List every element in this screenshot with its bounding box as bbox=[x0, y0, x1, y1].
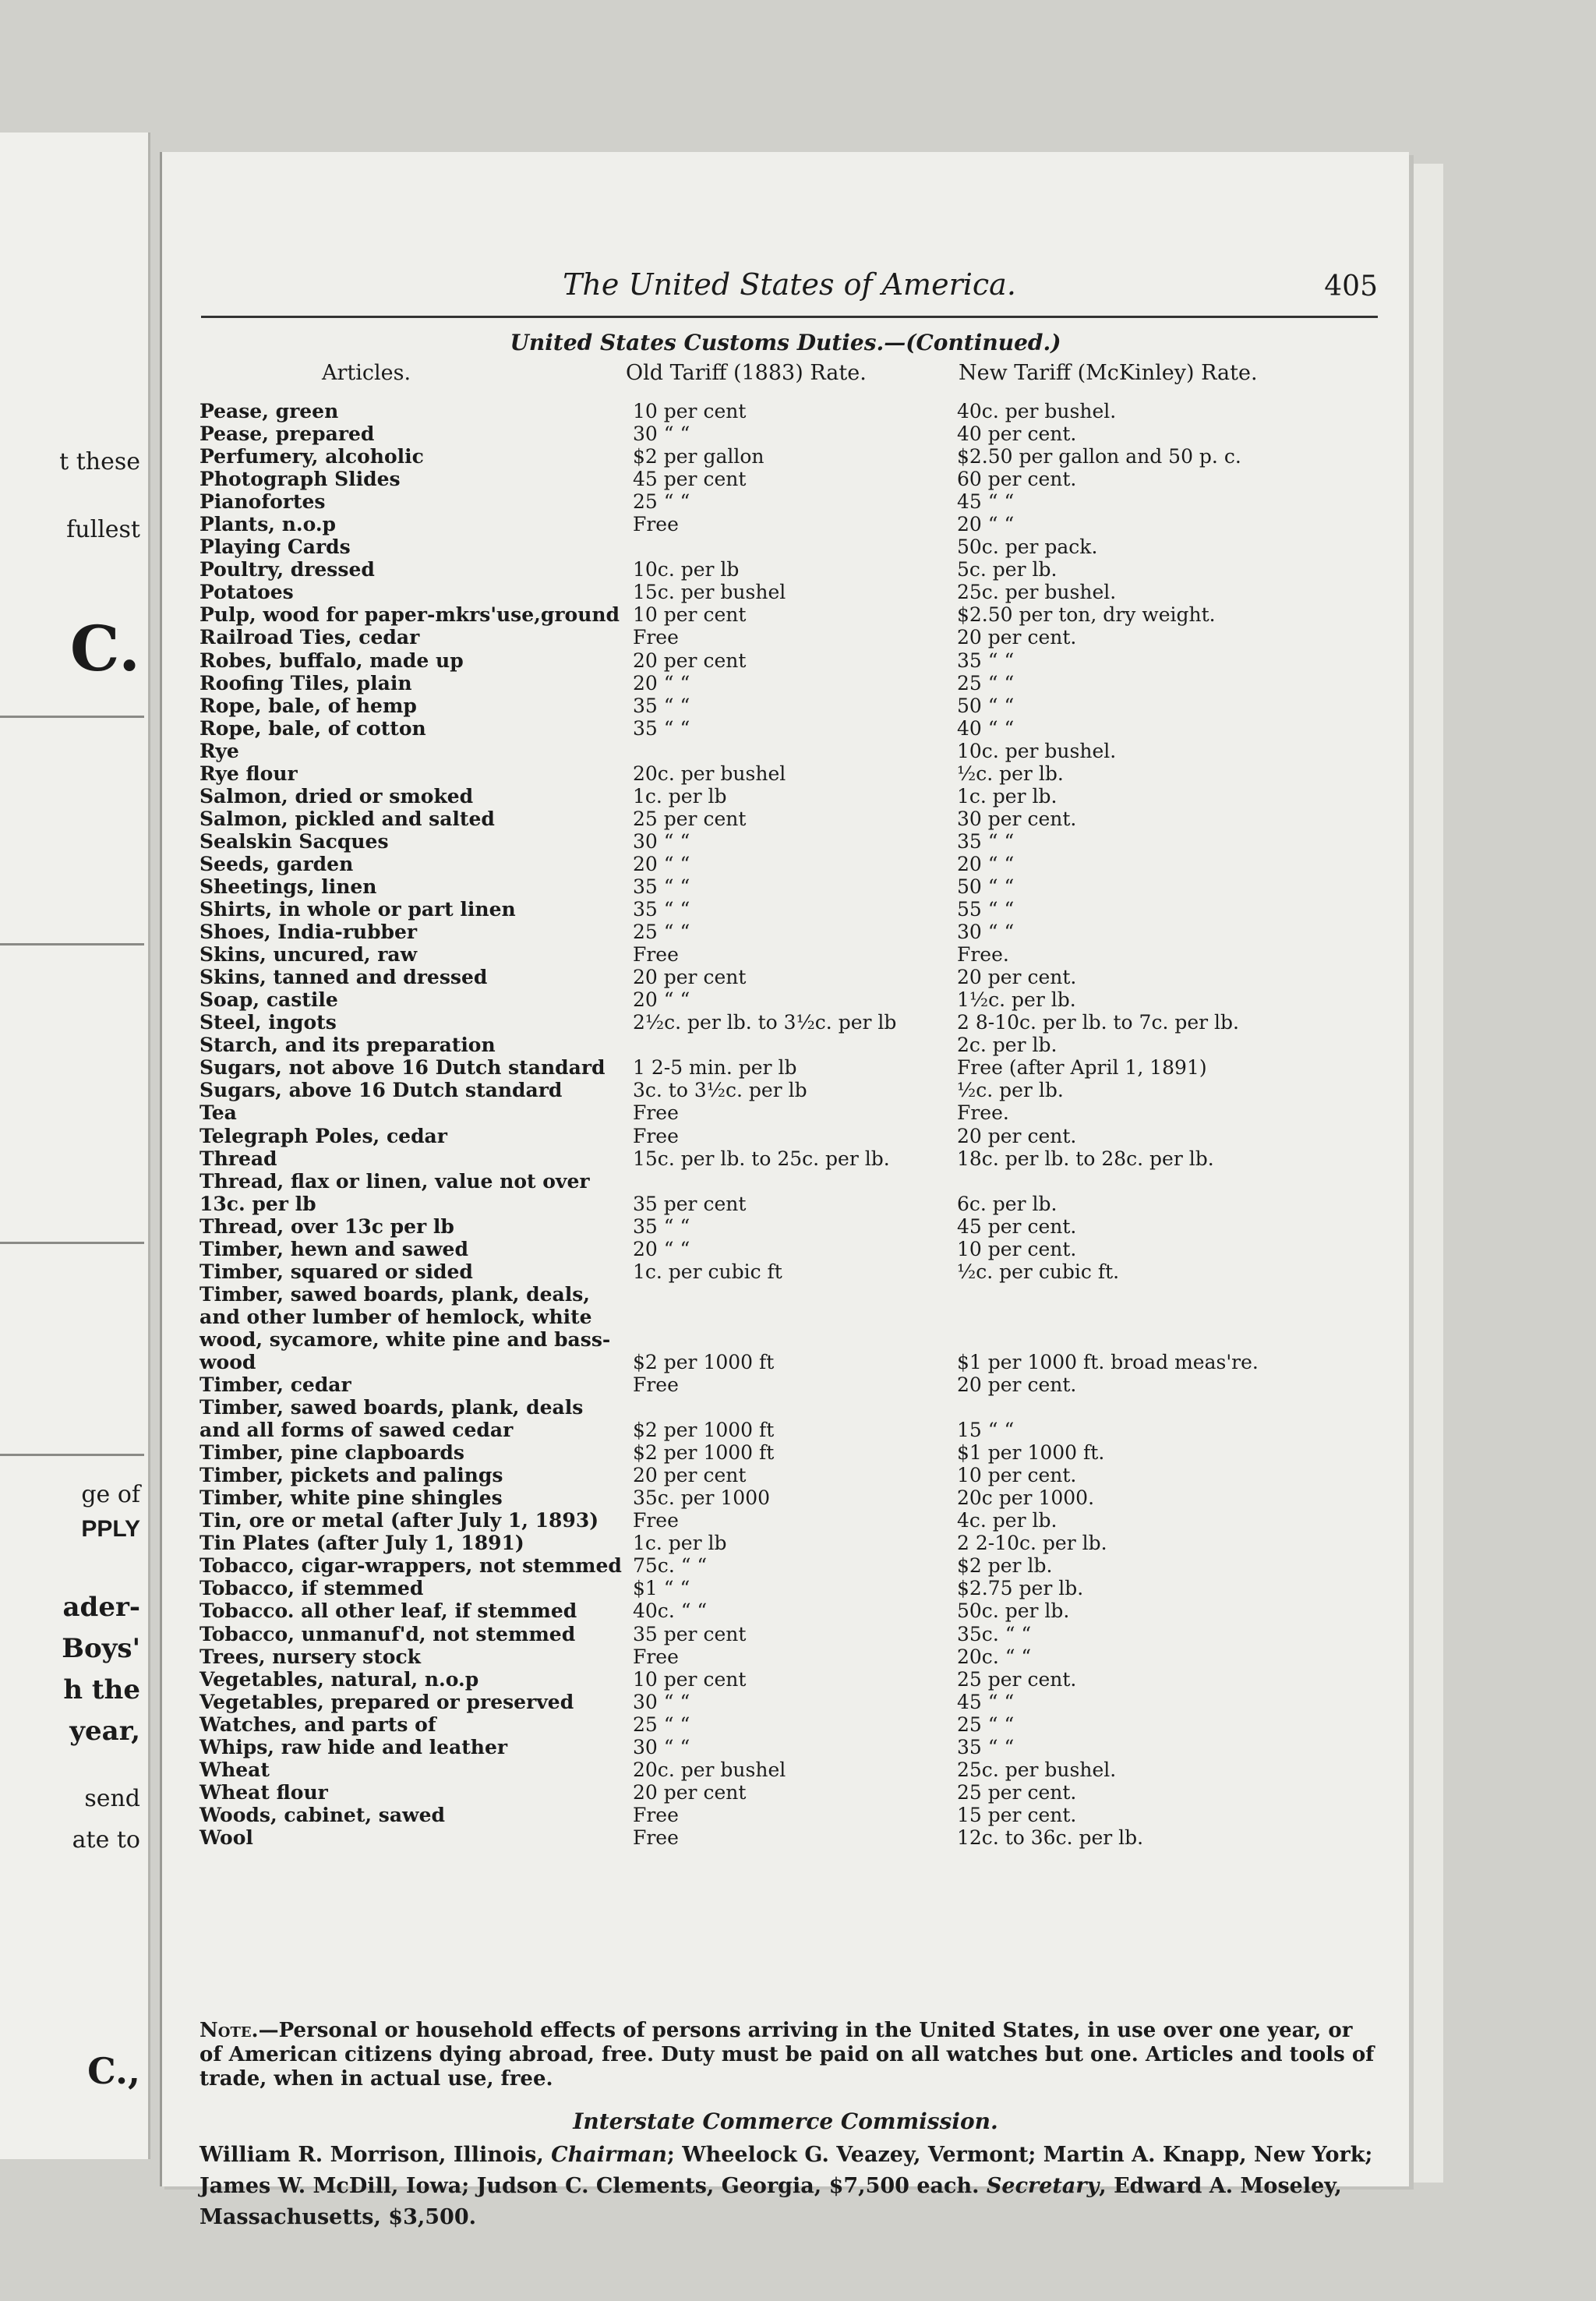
new-rate-cell: 50c. per lb. bbox=[957, 1599, 1070, 1623]
article-cell: wood, sycamore, white pine and bass- bbox=[200, 1327, 611, 1351]
old-rate-cell: 3c. to 3½c. per lb bbox=[633, 1079, 807, 1102]
article-cell: wood bbox=[200, 1350, 256, 1373]
table-row bbox=[200, 853, 1384, 875]
table-row bbox=[200, 1283, 1384, 1306]
old-rate-cell: Free bbox=[633, 1373, 679, 1397]
old-rate-cell: 15c. per bushel bbox=[633, 581, 786, 604]
article-cell: Playing Cards bbox=[200, 535, 351, 559]
old-rate-cell: 30 “ “ bbox=[633, 422, 690, 446]
new-rate-cell: ½c. per cubic ft. bbox=[957, 1260, 1120, 1283]
table-row bbox=[200, 1215, 1384, 1238]
table-row bbox=[200, 988, 1384, 1011]
new-rate-cell: 25 “ “ bbox=[957, 1712, 1015, 1736]
table-row bbox=[200, 1645, 1384, 1668]
table-row bbox=[200, 1826, 1384, 1849]
left-page-fragment: ader- bbox=[62, 1592, 140, 1623]
article-cell: Pulp, wood for paper-mkrs'use,ground bbox=[200, 603, 620, 627]
table-row bbox=[200, 672, 1384, 695]
table-row bbox=[200, 921, 1384, 943]
members-text: ; Wheelock G. Veazey, Vermont; Martin A. Knapp, New York; James W. McDill, Iowa; Judson C. Clements, Georgia, $7,500 each. bbox=[200, 2143, 1373, 2198]
table-row bbox=[200, 1713, 1384, 1736]
article-cell: Watches, and parts of bbox=[200, 1712, 436, 1736]
left-page-fragment: year, bbox=[69, 1716, 140, 1747]
old-rate-cell: 10c. per lb bbox=[633, 558, 740, 581]
article-cell: Rope, bale, of hemp bbox=[200, 694, 417, 717]
new-rate-cell: ½c. per lb. bbox=[957, 1079, 1064, 1102]
article-cell: Tin Plates (after July 1, 1891) bbox=[200, 1532, 524, 1555]
table-row bbox=[200, 1419, 1384, 1441]
article-cell: Thread, flax or linen, value not over bbox=[200, 1169, 590, 1193]
table-row bbox=[200, 1170, 1384, 1193]
table-row bbox=[200, 943, 1384, 966]
old-rate-cell: 40c. “ “ bbox=[633, 1599, 708, 1623]
commission-members bbox=[200, 2140, 1376, 2233]
new-rate-cell: 20 per cent. bbox=[957, 1373, 1077, 1397]
article-cell: Shoes, India-rubber bbox=[200, 921, 418, 944]
table-row bbox=[200, 1034, 1384, 1056]
article-cell: Seeds, garden bbox=[200, 852, 354, 875]
table-row bbox=[200, 445, 1384, 468]
note-label: Note. bbox=[200, 2019, 259, 2042]
article-cell: Timber, white pine shingles bbox=[200, 1486, 503, 1510]
table-row bbox=[200, 1351, 1384, 1373]
article-cell: and all forms of sawed cedar bbox=[200, 1419, 514, 1442]
new-rate-cell: $1 per 1000 ft. bbox=[957, 1441, 1105, 1465]
new-rate-cell: 25 per cent. bbox=[957, 1667, 1077, 1691]
article-cell: Steel, ingots bbox=[200, 1011, 337, 1034]
article-cell: Sheetings, linen bbox=[200, 875, 377, 898]
table-row bbox=[200, 1736, 1384, 1758]
running-head: The United States of America. bbox=[563, 267, 1016, 302]
old-rate-cell: 20c. per bushel bbox=[633, 1758, 786, 1781]
new-rate-cell: 18c. per lb. to 28c. per lb. bbox=[957, 1147, 1214, 1170]
left-page-fragment: fullest bbox=[66, 516, 140, 543]
old-rate-cell: Free bbox=[633, 513, 679, 536]
article-cell: Poultry, dressed bbox=[200, 558, 375, 581]
article-cell: Timber, squared or sided bbox=[200, 1260, 473, 1283]
table-row bbox=[200, 1101, 1384, 1124]
old-rate-cell: Free bbox=[633, 943, 679, 967]
left-page-fragment: C., bbox=[87, 2050, 140, 2092]
article-cell: Photograph Slides bbox=[200, 468, 401, 491]
new-rate-cell: 4c. per lb. bbox=[957, 1509, 1058, 1532]
chairman-label: Chairman bbox=[551, 2143, 667, 2167]
article-cell: Timber, sawed boards, plank, deals bbox=[200, 1396, 584, 1419]
left-page-divider bbox=[0, 716, 144, 718]
table-row bbox=[200, 468, 1384, 490]
table-row bbox=[200, 1691, 1384, 1713]
new-rate-cell: 10 per cent. bbox=[957, 1464, 1077, 1487]
new-rate-cell: 60 per cent. bbox=[957, 468, 1077, 491]
left-facing-page bbox=[0, 133, 150, 2159]
article-cell: Timber, pine clapboards bbox=[200, 1441, 464, 1465]
table-row bbox=[200, 785, 1384, 808]
old-rate-cell: 25 “ “ bbox=[633, 921, 690, 944]
tariff-table bbox=[200, 400, 1384, 1849]
old-rate-cell: 20c. per bushel bbox=[633, 762, 786, 785]
new-rate-cell: $1 per 1000 ft. broad meas're. bbox=[957, 1350, 1259, 1373]
new-rate-cell: 10c. per bushel. bbox=[957, 739, 1117, 762]
article-cell: Skins, uncured, raw bbox=[200, 943, 418, 967]
table-row bbox=[200, 1623, 1384, 1645]
old-rate-cell: 35 “ “ bbox=[633, 898, 690, 921]
article-cell: Roofing Tiles, plain bbox=[200, 671, 412, 695]
table-row bbox=[200, 1577, 1384, 1599]
new-rate-cell: 6c. per lb. bbox=[957, 1192, 1058, 1215]
left-page-fragment: PPLY bbox=[81, 1516, 140, 1542]
column-header-new-tariff: New Tariff (McKinley) Rate. bbox=[959, 361, 1258, 385]
new-rate-cell: Free (after April 1, 1891) bbox=[957, 1056, 1207, 1080]
new-rate-cell: $2 per lb. bbox=[957, 1554, 1053, 1578]
new-rate-cell: 20 per cent. bbox=[957, 626, 1077, 649]
old-rate-cell: 15c. per lb. to 25c. per lb. bbox=[633, 1147, 890, 1170]
article-cell: Timber, pickets and palings bbox=[200, 1464, 503, 1487]
left-page-frame bbox=[0, 943, 144, 1244]
page-header bbox=[201, 267, 1378, 314]
old-rate-cell: 35 per cent bbox=[633, 1192, 747, 1215]
new-rate-cell: 30 per cent. bbox=[957, 807, 1077, 830]
left-page-divider bbox=[0, 1454, 144, 1456]
note-text: —Personal or household effects of persons arriving in the United States, in use over one year, or of American citizens dying abroad, free. Duty must be paid on all watches but one. Articles and tools of trade, when in actual use, free. bbox=[200, 2019, 1375, 2091]
old-rate-cell: Free bbox=[633, 1826, 679, 1849]
table-row bbox=[200, 898, 1384, 921]
old-rate-cell: 1c. per lb bbox=[633, 1532, 727, 1555]
new-rate-cell: 20 per cent. bbox=[957, 1124, 1077, 1147]
new-rate-cell: 45 per cent. bbox=[957, 1214, 1077, 1238]
new-rate-cell: ½c. per lb. bbox=[957, 762, 1064, 785]
article-cell: Shirts, in whole or part linen bbox=[200, 898, 516, 921]
secretary-label: Secretary bbox=[986, 2174, 1100, 2198]
table-row bbox=[200, 422, 1384, 445]
old-rate-cell: 30 “ “ bbox=[633, 1690, 690, 1713]
new-rate-cell: 20c per 1000. bbox=[957, 1486, 1095, 1510]
article-cell: Plants, n.o.p bbox=[200, 513, 336, 536]
article-cell: Tobacco. all other leaf, if stemmed bbox=[200, 1599, 577, 1623]
table-row bbox=[200, 1011, 1384, 1034]
old-rate-cell: $1 “ “ bbox=[633, 1577, 690, 1600]
table-row bbox=[200, 1804, 1384, 1826]
article-cell: 13c. per lb bbox=[200, 1192, 316, 1215]
old-rate-cell: 45 per cent bbox=[633, 468, 747, 491]
new-rate-cell: $2.75 per lb. bbox=[957, 1577, 1084, 1600]
old-rate-cell: 2½c. per lb. to 3½c. per lb bbox=[633, 1011, 897, 1034]
old-rate-cell: Free bbox=[633, 1509, 679, 1532]
new-rate-cell: 15 per cent. bbox=[957, 1803, 1077, 1826]
new-rate-cell: 40 “ “ bbox=[957, 716, 1015, 740]
table-row bbox=[200, 535, 1384, 558]
article-cell: Vegetables, natural, n.o.p bbox=[200, 1667, 479, 1691]
table-row bbox=[200, 740, 1384, 762]
article-cell: Soap, castile bbox=[200, 988, 338, 1012]
table-row bbox=[200, 581, 1384, 603]
table-title: United States Customs Duties.—(Continued.) bbox=[510, 330, 1061, 355]
table-row bbox=[200, 1781, 1384, 1804]
article-cell: Rye flour bbox=[200, 762, 298, 785]
old-rate-cell: Free bbox=[633, 626, 679, 649]
old-rate-cell: 75c. “ “ bbox=[633, 1554, 708, 1578]
new-rate-cell: 25 “ “ bbox=[957, 671, 1015, 695]
new-rate-cell: 45 “ “ bbox=[957, 490, 1015, 514]
new-rate-cell: Free. bbox=[957, 943, 1009, 967]
page-number: 405 bbox=[1324, 270, 1378, 302]
old-rate-cell: $2 per gallon bbox=[633, 445, 764, 468]
old-rate-cell: 10 per cent bbox=[633, 400, 747, 422]
article-cell: Trees, nursery stock bbox=[200, 1645, 421, 1668]
article-cell: Tobacco, if stemmed bbox=[200, 1577, 424, 1600]
article-cell: Timber, cedar bbox=[200, 1373, 351, 1397]
old-rate-cell: 35 “ “ bbox=[633, 694, 690, 717]
old-rate-cell: 35 “ “ bbox=[633, 1214, 690, 1238]
article-cell: Wheat bbox=[200, 1758, 270, 1781]
left-page-fragment: Boys' bbox=[62, 1633, 140, 1664]
article-cell: Rope, bale, of cotton bbox=[200, 716, 426, 740]
old-rate-cell: Free bbox=[633, 1803, 679, 1826]
old-rate-cell: $2 per 1000 ft bbox=[633, 1419, 775, 1442]
new-rate-cell: 50 “ “ bbox=[957, 694, 1015, 717]
new-rate-cell: 15 “ “ bbox=[957, 1419, 1015, 1442]
new-rate-cell: 20 per cent. bbox=[957, 966, 1077, 989]
table-row bbox=[200, 649, 1384, 672]
article-cell: Thread, over 13c per lb bbox=[200, 1214, 454, 1238]
old-rate-cell: Free bbox=[633, 1101, 679, 1125]
article-cell: Tea bbox=[200, 1101, 237, 1125]
table-row bbox=[200, 490, 1384, 513]
table-row bbox=[200, 966, 1384, 988]
new-rate-cell: 10 per cent. bbox=[957, 1237, 1077, 1260]
new-rate-cell: $2.50 per ton, dry weight. bbox=[957, 603, 1216, 627]
old-rate-cell: 20 per cent bbox=[633, 966, 747, 989]
table-row bbox=[200, 1668, 1384, 1691]
new-rate-cell: 5c. per lb. bbox=[957, 558, 1058, 581]
table-row bbox=[200, 1509, 1384, 1532]
article-cell: Skins, tanned and dressed bbox=[200, 966, 488, 989]
article-cell: Sugars, above 16 Dutch standard bbox=[200, 1079, 563, 1102]
table-row bbox=[200, 1193, 1384, 1215]
new-rate-cell: 2 2-10c. per lb. bbox=[957, 1532, 1107, 1555]
article-cell: Sugars, not above 16 Dutch standard bbox=[200, 1056, 606, 1080]
old-rate-cell: Free bbox=[633, 1124, 679, 1147]
article-cell: Starch, and its preparation bbox=[200, 1034, 496, 1057]
new-rate-cell: 25c. per bushel. bbox=[957, 581, 1117, 604]
table-row bbox=[200, 1328, 1384, 1351]
new-rate-cell: 2c. per lb. bbox=[957, 1034, 1058, 1057]
old-rate-cell: $2 per 1000 ft bbox=[633, 1350, 775, 1373]
article-cell: Perfumery, alcoholic bbox=[200, 445, 424, 468]
new-rate-cell: 2 8-10c. per lb. to 7c. per lb. bbox=[957, 1011, 1239, 1034]
old-rate-cell: 35 “ “ bbox=[633, 716, 690, 740]
old-rate-cell: 35 per cent bbox=[633, 1622, 747, 1645]
new-rate-cell: 45 “ “ bbox=[957, 1690, 1015, 1713]
article-cell: Salmon, pickled and salted bbox=[200, 807, 495, 830]
table-row bbox=[200, 1396, 1384, 1419]
table-row bbox=[200, 1306, 1384, 1328]
article-cell: Timber, hewn and sawed bbox=[200, 1237, 468, 1260]
new-rate-cell: 40 per cent. bbox=[957, 422, 1077, 446]
article-cell: Railroad Ties, cedar bbox=[200, 626, 420, 649]
new-rate-cell: 12c. to 36c. per lb. bbox=[957, 1826, 1144, 1849]
left-page-fragment: ate to bbox=[72, 1826, 140, 1854]
table-row bbox=[200, 717, 1384, 740]
table-row bbox=[200, 558, 1384, 581]
table-row bbox=[200, 1373, 1384, 1396]
new-rate-cell: 35c. “ “ bbox=[957, 1622, 1032, 1645]
new-rate-cell: 35 “ “ bbox=[957, 1735, 1015, 1758]
left-page-fragment: C. bbox=[69, 612, 140, 685]
table-row bbox=[200, 808, 1384, 830]
article-cell: Woods, cabinet, sawed bbox=[200, 1803, 445, 1826]
article-cell: Robes, buffalo, made up bbox=[200, 649, 464, 672]
old-rate-cell: 25 per cent bbox=[633, 807, 747, 830]
left-page-fragment: t these bbox=[59, 448, 140, 475]
article-cell: Whips, raw hide and leather bbox=[200, 1735, 508, 1758]
table-row bbox=[200, 762, 1384, 785]
table-row bbox=[200, 830, 1384, 853]
note-paragraph bbox=[200, 2019, 1376, 2091]
article-cell: Vegetables, prepared or preserved bbox=[200, 1690, 574, 1713]
old-rate-cell: 35 “ “ bbox=[633, 875, 690, 898]
table-row bbox=[200, 1147, 1384, 1170]
new-rate-cell: 25 per cent. bbox=[957, 1780, 1077, 1804]
table-row bbox=[200, 1238, 1384, 1260]
table-row bbox=[200, 603, 1384, 626]
new-rate-cell: Free. bbox=[957, 1101, 1009, 1125]
table-row bbox=[200, 1599, 1384, 1622]
left-page-fragment: ge of bbox=[81, 1481, 140, 1508]
table-row bbox=[200, 875, 1384, 898]
table-row bbox=[200, 1532, 1384, 1554]
left-page-fragment: h the bbox=[63, 1674, 140, 1705]
new-rate-cell: 1c. per lb. bbox=[957, 784, 1058, 808]
old-rate-cell: 20 per cent bbox=[633, 1780, 747, 1804]
article-cell: Timber, sawed boards, plank, deals, bbox=[200, 1282, 591, 1306]
old-rate-cell: 30 “ “ bbox=[633, 829, 690, 853]
article-cell: Tobacco, cigar-wrappers, not stemmed bbox=[200, 1554, 622, 1578]
new-rate-cell: 55 “ “ bbox=[957, 898, 1015, 921]
table-row bbox=[200, 513, 1384, 535]
new-rate-cell: 50 “ “ bbox=[957, 875, 1015, 898]
document-page bbox=[160, 152, 1409, 2229]
old-rate-cell: 20 “ “ bbox=[633, 671, 690, 695]
table-row bbox=[200, 1554, 1384, 1577]
old-rate-cell: 1c. per cubic ft bbox=[633, 1260, 782, 1283]
article-cell: Thread bbox=[200, 1147, 277, 1170]
old-rate-cell: 10 per cent bbox=[633, 603, 747, 627]
article-cell: Pease, prepared bbox=[200, 422, 375, 446]
article-cell: Sealskin Sacques bbox=[200, 829, 389, 853]
table-row bbox=[200, 1758, 1384, 1781]
header-rule bbox=[201, 316, 1378, 318]
article-cell: Wheat flour bbox=[200, 1780, 328, 1804]
article-cell: Tin, ore or metal (after July 1, 1893) bbox=[200, 1509, 599, 1532]
article-cell: Tobacco, unmanuf'd, not stemmed bbox=[200, 1622, 576, 1645]
table-row bbox=[200, 1464, 1384, 1486]
table-row bbox=[200, 1056, 1384, 1079]
old-rate-cell: 1 2-5 min. per lb bbox=[633, 1056, 797, 1080]
article-cell: Potatoes bbox=[200, 581, 294, 604]
table-row bbox=[200, 695, 1384, 717]
table-row bbox=[200, 400, 1384, 422]
old-rate-cell: 20 per cent bbox=[633, 1464, 747, 1487]
new-rate-cell: $2.50 per gallon and 50 p. c. bbox=[957, 445, 1241, 468]
new-rate-cell: 30 “ “ bbox=[957, 921, 1015, 944]
new-rate-cell: 35 “ “ bbox=[957, 649, 1015, 672]
table-row bbox=[200, 1260, 1384, 1283]
old-rate-cell: 25 “ “ bbox=[633, 490, 690, 514]
members-text: William R. Morrison, Illinois, bbox=[200, 2143, 552, 2167]
new-rate-cell: 20c. “ “ bbox=[957, 1645, 1032, 1668]
article-cell: Pianofortes bbox=[200, 490, 326, 514]
table-row bbox=[200, 1441, 1384, 1464]
old-rate-cell: 30 “ “ bbox=[633, 1735, 690, 1758]
old-rate-cell: 20 “ “ bbox=[633, 1237, 690, 1260]
old-rate-cell: 25 “ “ bbox=[633, 1712, 690, 1736]
old-rate-cell: $2 per 1000 ft bbox=[633, 1441, 775, 1465]
new-rate-cell: 20 “ “ bbox=[957, 513, 1015, 536]
left-page-fragment: send bbox=[84, 1785, 140, 1812]
table-row bbox=[200, 1079, 1384, 1101]
members-text: , Edward A. Moseley, Massachusetts, $3,500. bbox=[200, 2174, 1342, 2229]
table-row bbox=[200, 1486, 1384, 1509]
new-rate-cell: 40c. per bushel. bbox=[957, 400, 1117, 422]
new-rate-cell: 1½c. per lb. bbox=[957, 988, 1076, 1012]
old-rate-cell: 10 per cent bbox=[633, 1667, 747, 1691]
table-row bbox=[200, 626, 1384, 649]
article-cell: Telegraph Poles, cedar bbox=[200, 1124, 447, 1147]
new-rate-cell: 50c. per pack. bbox=[957, 535, 1098, 559]
page-edge bbox=[1411, 164, 1443, 2183]
table-row bbox=[200, 1125, 1384, 1147]
article-cell: Salmon, dried or smoked bbox=[200, 784, 474, 808]
article-cell: Pease, green bbox=[200, 400, 339, 422]
old-rate-cell: 20 “ “ bbox=[633, 988, 690, 1012]
article-cell: Rye bbox=[200, 739, 239, 762]
old-rate-cell: 1c. per lb bbox=[633, 784, 727, 808]
new-rate-cell: 20 “ “ bbox=[957, 852, 1015, 875]
new-rate-cell: 25c. per bushel. bbox=[957, 1758, 1117, 1781]
old-rate-cell: 35c. per 1000 bbox=[633, 1486, 771, 1510]
column-header-articles: Articles. bbox=[322, 361, 411, 385]
old-rate-cell: 20 “ “ bbox=[633, 852, 690, 875]
old-rate-cell: Free bbox=[633, 1645, 679, 1668]
column-header-old-tariff: Old Tariff (1883) Rate. bbox=[626, 361, 867, 385]
old-rate-cell: 20 per cent bbox=[633, 649, 747, 672]
article-cell: and other lumber of hemlock, white bbox=[200, 1305, 592, 1328]
new-rate-cell: 35 “ “ bbox=[957, 829, 1015, 853]
commission-title: Interstate Commerce Commission. bbox=[573, 2108, 998, 2134]
article-cell: Wool bbox=[200, 1826, 253, 1849]
